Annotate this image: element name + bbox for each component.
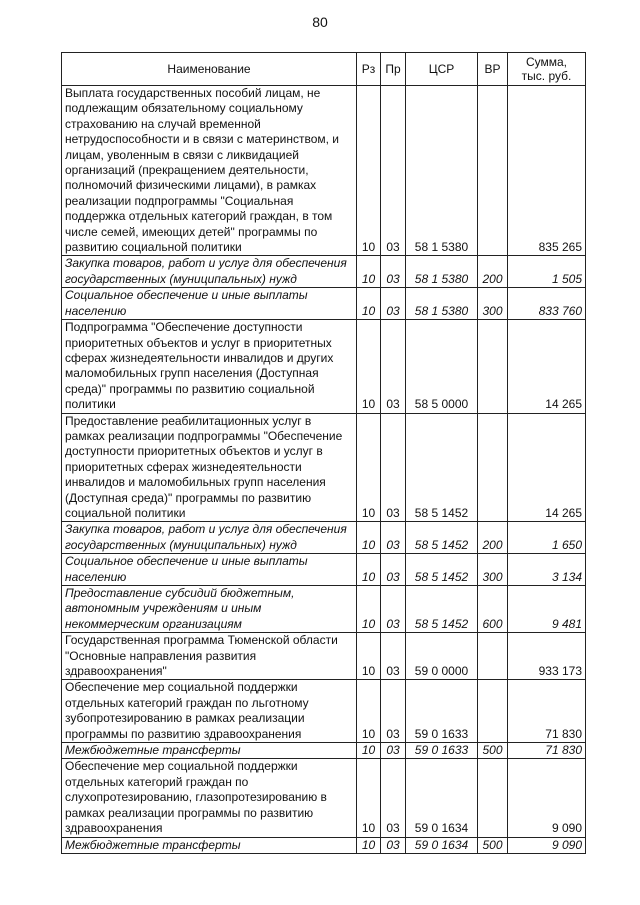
table-row bbox=[62, 413, 586, 522]
row-pr: 03 bbox=[381, 522, 406, 554]
table-row bbox=[62, 743, 586, 759]
table-row bbox=[62, 680, 586, 743]
table-body bbox=[62, 86, 586, 854]
row-rz: 10 bbox=[357, 743, 381, 759]
row-name: Государственная программа Тюменской области "Основные направления развития здравоохранения" bbox=[62, 633, 357, 680]
row-csr: 59 0 1634 bbox=[406, 759, 478, 837]
row-rz: 10 bbox=[357, 586, 381, 633]
row-vr bbox=[478, 86, 508, 256]
row-rz: 10 bbox=[357, 759, 381, 837]
row-rz: 10 bbox=[357, 86, 381, 256]
row-vr bbox=[478, 680, 508, 743]
row-pr: 03 bbox=[381, 837, 406, 853]
table-row bbox=[62, 554, 586, 586]
row-pr: 03 bbox=[381, 680, 406, 743]
row-sum: 3 134 bbox=[508, 554, 586, 586]
row-name: Межбюджетные трансферты bbox=[62, 743, 357, 759]
row-sum: 833 760 bbox=[508, 288, 586, 320]
row-pr: 03 bbox=[381, 86, 406, 256]
table-row bbox=[62, 86, 586, 256]
row-pr: 03 bbox=[381, 586, 406, 633]
row-vr bbox=[478, 759, 508, 837]
row-csr: 59 0 1634 bbox=[406, 837, 478, 853]
row-pr: 03 bbox=[381, 256, 406, 288]
row-name: Социальное обеспечение и иные выплаты населению bbox=[62, 554, 357, 586]
row-sum: 14 265 bbox=[508, 413, 586, 522]
row-vr bbox=[478, 413, 508, 522]
row-name: Межбюджетные трансферты bbox=[62, 837, 357, 853]
row-name: Закупка товаров, работ и услуг для обеспечения государственных (муниципальных) нужд bbox=[62, 522, 357, 554]
header-csr: ЦСР bbox=[406, 53, 478, 86]
row-sum: 9 090 bbox=[508, 759, 586, 837]
row-sum: 9 090 bbox=[508, 837, 586, 853]
row-rz: 10 bbox=[357, 256, 381, 288]
table-row bbox=[62, 837, 586, 853]
row-vr bbox=[478, 320, 508, 413]
row-pr: 03 bbox=[381, 413, 406, 522]
row-name: Социальное обеспечение и иные выплаты населению bbox=[62, 288, 357, 320]
row-csr: 58 5 1452 bbox=[406, 522, 478, 554]
row-name: Подпрограмма "Обеспечение доступности приоритетных объектов и услуг в приоритетных сферах жизнедеятельности инвалидов и других маломобильных групп населения (Доступная среда)" программы по развитию социальной политики bbox=[62, 320, 357, 413]
row-name: Предоставление субсидий бюджетным, автономным учреждениям и иным некоммерческим организациям bbox=[62, 586, 357, 633]
row-rz: 10 bbox=[357, 837, 381, 853]
row-sum: 9 481 bbox=[508, 586, 586, 633]
row-rz: 10 bbox=[357, 554, 381, 586]
table-header bbox=[62, 53, 586, 86]
table-row bbox=[62, 633, 586, 680]
row-csr: 58 1 5380 bbox=[406, 288, 478, 320]
table-row bbox=[62, 288, 586, 320]
row-sum: 933 173 bbox=[508, 633, 586, 680]
header-sum: Сумма, тыс. руб. bbox=[508, 53, 586, 86]
row-pr: 03 bbox=[381, 320, 406, 413]
row-vr: 200 bbox=[478, 522, 508, 554]
row-csr: 58 5 1452 bbox=[406, 586, 478, 633]
table-row bbox=[62, 586, 586, 633]
row-pr: 03 bbox=[381, 633, 406, 680]
table-row bbox=[62, 759, 586, 837]
row-pr: 03 bbox=[381, 554, 406, 586]
row-name: Закупка товаров, работ и услуг для обеспечения государственных (муниципальных) нужд bbox=[62, 256, 357, 288]
row-vr bbox=[478, 633, 508, 680]
row-vr: 200 bbox=[478, 256, 508, 288]
row-rz: 10 bbox=[357, 633, 381, 680]
header-rz: Рз bbox=[357, 53, 381, 86]
header-name: Наименование bbox=[62, 53, 357, 86]
row-vr: 500 bbox=[478, 837, 508, 853]
row-csr: 58 5 1452 bbox=[406, 554, 478, 586]
table-row bbox=[62, 522, 586, 554]
row-csr: 59 0 1633 bbox=[406, 680, 478, 743]
row-csr: 59 0 1633 bbox=[406, 743, 478, 759]
row-vr: 500 bbox=[478, 743, 508, 759]
row-vr: 600 bbox=[478, 586, 508, 633]
row-pr: 03 bbox=[381, 743, 406, 759]
row-vr: 300 bbox=[478, 288, 508, 320]
row-name: Обеспечение мер социальной поддержки отдельных категорий граждан по слухопротезированию, глазопротезированию в рамках реализации программы по развитию здравоохранения bbox=[62, 759, 357, 837]
row-csr: 58 1 5380 bbox=[406, 256, 478, 288]
row-sum: 835 265 bbox=[508, 86, 586, 256]
page-number: 80 bbox=[312, 14, 328, 30]
budget-table bbox=[61, 52, 586, 854]
row-sum: 1 650 bbox=[508, 522, 586, 554]
table-row bbox=[62, 320, 586, 413]
row-pr: 03 bbox=[381, 759, 406, 837]
row-pr: 03 bbox=[381, 288, 406, 320]
row-rz: 10 bbox=[357, 320, 381, 413]
table-row bbox=[62, 256, 586, 288]
row-rz: 10 bbox=[357, 288, 381, 320]
row-rz: 10 bbox=[357, 413, 381, 522]
row-rz: 10 bbox=[357, 522, 381, 554]
row-sum: 71 830 bbox=[508, 743, 586, 759]
row-sum: 14 265 bbox=[508, 320, 586, 413]
row-sum: 1 505 bbox=[508, 256, 586, 288]
row-csr: 59 0 0000 bbox=[406, 633, 478, 680]
row-csr: 58 5 1452 bbox=[406, 413, 478, 522]
row-name: Обеспечение мер социальной поддержки отдельных категорий граждан по льготному зубопротезированию в рамках реализации программы по развитию здравоохранения bbox=[62, 680, 357, 743]
row-name: Выплата государственных пособий лицам, не подлежащим обязательному социальному страхованию на случай временной нетрудоспособности и в связи с материнством, и лицам, уволенным в связи с ликвидацией организаций (прекращением деятельности, полномочий физическими лицами), в рамках реализации подпрограммы "Социальная поддержка отдельных категорий граждан, в том числе семей, имеющих детей" программы по развитию социальной политики bbox=[62, 86, 357, 256]
row-sum: 71 830 bbox=[508, 680, 586, 743]
row-csr: 58 5 0000 bbox=[406, 320, 478, 413]
row-rz: 10 bbox=[357, 680, 381, 743]
row-csr: 58 1 5380 bbox=[406, 86, 478, 256]
header-pr: Пр bbox=[381, 53, 406, 86]
row-vr: 300 bbox=[478, 554, 508, 586]
row-name: Предоставление реабилитационных услуг в рамках реализации подпрограммы "Обеспечение доступности приоритетных объектов и услуг в приоритетных сферах жизнедеятельности инвалидов и маломобильных групп населения (Доступная среда)" программы по развитию социальной политики bbox=[62, 413, 357, 522]
header-vr: ВР bbox=[478, 53, 508, 86]
